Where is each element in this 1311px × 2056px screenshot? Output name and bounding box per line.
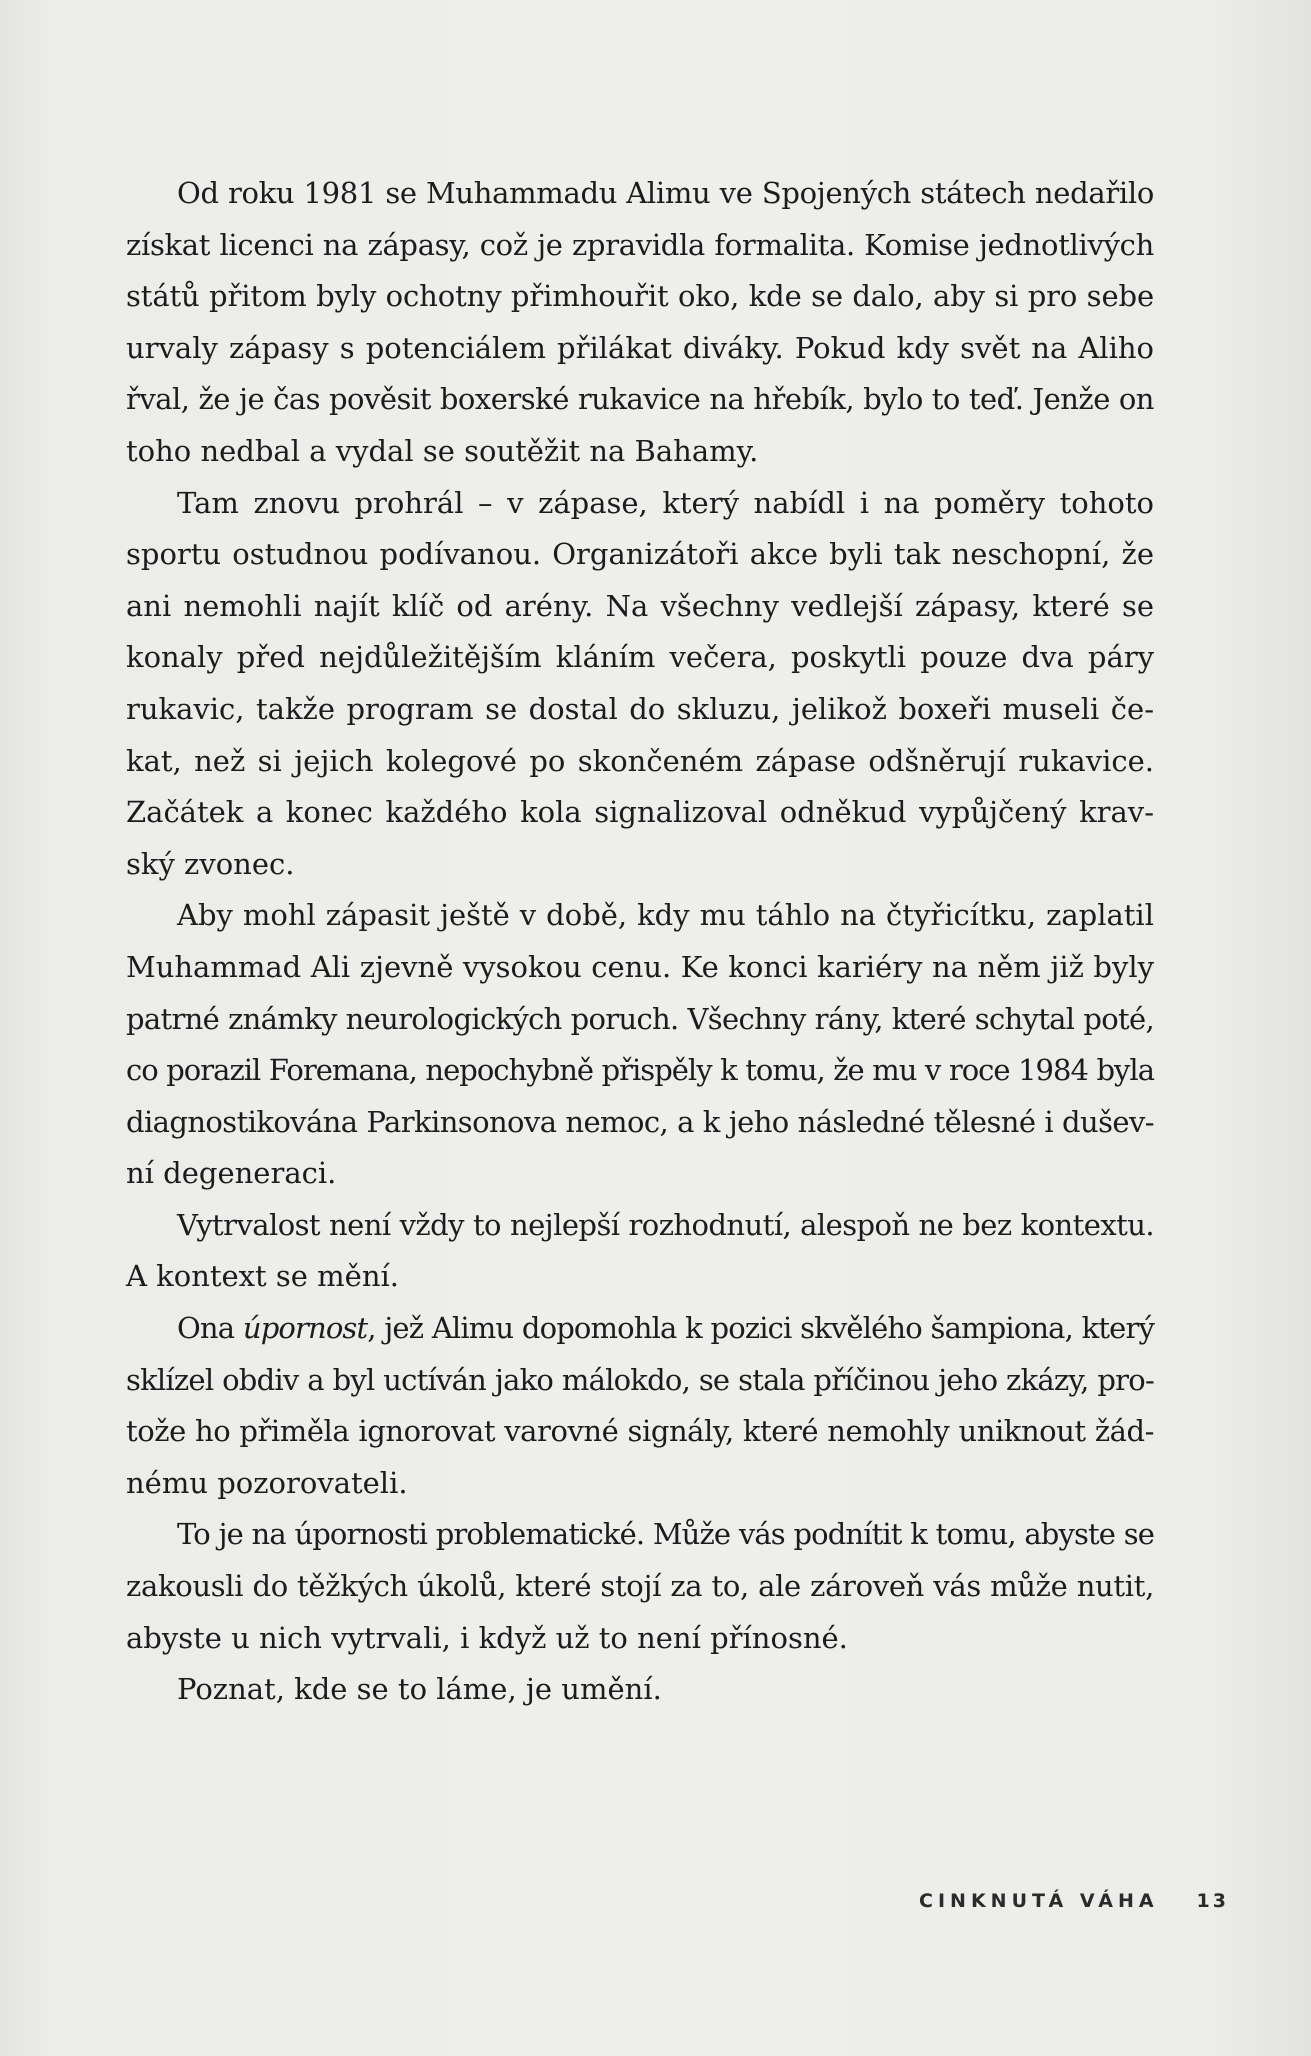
body-text [126,168,1154,1716]
text-line: To je na úpornosti problematické. Může vás podnítit k tomu, abyste se [177,1517,1154,1552]
emphasis-word: úpornost [242,1311,368,1346]
paragraph-4 [126,1200,1154,1303]
text-line: sportu ostudnou podívanou. Organizátoři akce byli tak neschopní, že [126,537,1154,572]
text-line: Začátek a konec každého kola signalizoval odněkud vypůjčený krav- [126,795,1154,830]
text-line: řval, že je čas pověsit boxerské rukavice na hřebík, bylo to teď. Jenže on [126,382,1154,417]
text-line: tože ho přiměla ignorovat varovné signály, které nemohly uniknout žád- [126,1414,1154,1449]
paragraph-1 [126,168,1154,478]
text-fragment: Ona [177,1311,243,1346]
page-number: 13 [1196,1890,1229,1912]
text-line: ani nemohli najít klíč od arény. Na všechny vedlejší zápasy, které se [126,588,1154,623]
text-line: sklízel obdiv a byl uctíván jako málokdo, se stala příčinou jeho zkázy, pro- [126,1362,1154,1397]
text-line: rukavic, takže program se dostal do skluzu, jelikož boxeři museli če- [126,691,1154,726]
text-line: konaly před nejdůležitějším kláním večera, poskytli pouze dva páry [126,640,1154,675]
paragraph-5 [126,1303,1154,1509]
text-line: kat, než si jejich kolegové po skončeném zápase odšněrují rukavice. [126,743,1154,778]
text-line: diagnostikována Parkinsonova nemoc, a k jeho následné tělesné i dušev- [126,1104,1154,1139]
text-line: Aby mohl zápasit ještě v době, kdy mu táhlo na čtyřicítku, zaplatil [177,898,1154,933]
text-line: nému pozorovateli. [126,1465,408,1500]
running-title: CINKNUTÁ VÁHA [919,1890,1159,1912]
paragraph-6 [126,1509,1154,1664]
paragraph-3 [126,890,1154,1200]
paragraph-2 [126,478,1154,891]
text-line: ský zvonec. [126,846,295,881]
text-line: Muhammad Ali zjevně vysokou cenu. Ke konci kariéry na něm již byly [126,949,1154,984]
text-line: Poznat, kde se to láme, je umění. [177,1672,662,1707]
text-line: patrné známky neurologických poruch. Všechny rány, které schytal poté, [126,1001,1154,1036]
text-line: ní degeneraci. [126,1156,337,1191]
text-line: získat licenci na zápasy, což je zpravidla formalita. Komise jednotlivých [126,227,1154,262]
text-line: urvaly zápasy s potenciálem přilákat diváky. Pokud kdy svět na Aliho [126,330,1154,365]
text-line: toho nedbal a vydal se soutěžit na Bahamy. [126,433,759,468]
text-line: co porazil Foremana, nepochybně přispěly k tomu, že mu v roce 1984 byla [126,1053,1154,1088]
text-line: A kontext se mění. [126,1259,400,1294]
text-line: států přitom byly ochotny přimhouřit oko, kde se dalo, aby si pro sebe [126,279,1154,314]
text-line: zakousli do těžkých úkolů, které stojí za to, ale zároveň vás může nutit, [126,1569,1154,1604]
text-line: Tam znovu prohrál – v zápase, který nabídl i na poměry tohoto [177,485,1154,520]
text-line: abyste u nich vytrvali, i když už to není přínosné. [126,1620,848,1655]
page-footer [919,1890,1229,1912]
text-line [126,1303,1154,1355]
paragraph-7 [126,1664,1154,1716]
text-line: Vytrvalost není vždy to nejlepší rozhodnutí, alespoň ne bez kontextu. [177,1207,1154,1242]
text-fragment: , jež Alimu dopomohla k pozici skvělého šampiona, který [367,1311,1155,1346]
text-line: Od roku 1981 se Muhammadu Alimu ve Spojených státech nedařilo [177,176,1154,210]
